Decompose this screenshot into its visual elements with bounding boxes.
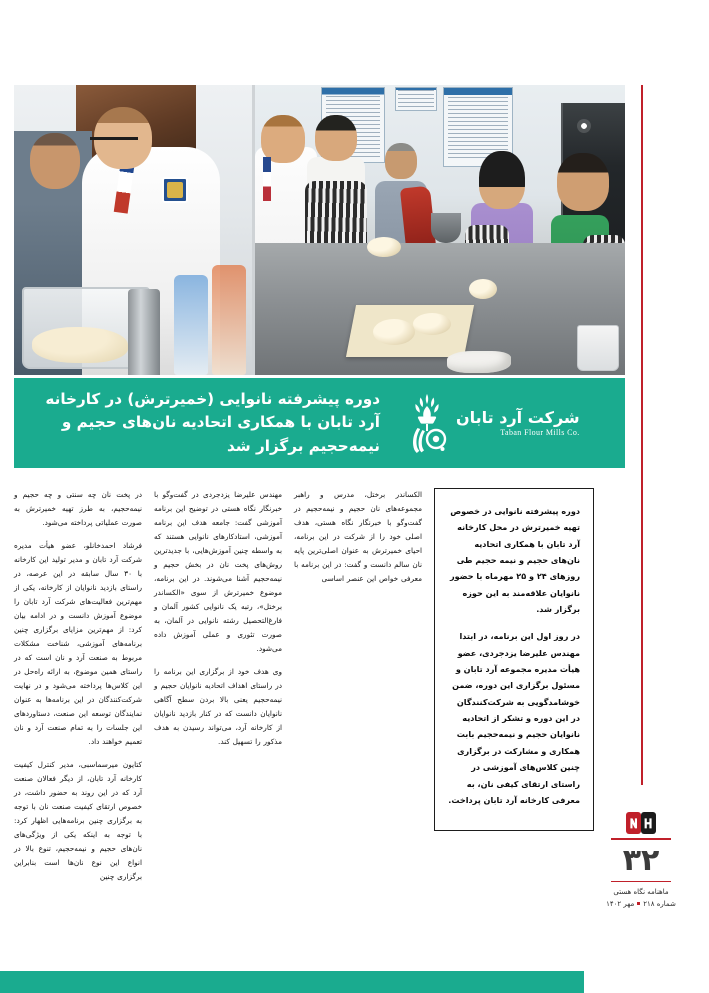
article-body: [14, 488, 625, 948]
separator-dot-icon: [637, 902, 640, 905]
paragraph: مهندس علیرضا یزدجردی در گفت‌وگو با خبرنگار نگاه هستی در توضیح این برنامه آموزشی گفت: جامعه هدف این برنامه آموزشی، استادکارهای نانوایی هستند که به واسطه چنین آموزش‌هایی، با جدیدترین روش‌های پخت نان در بخش حجیم و نیمه‌حجیم آشنا می‌شوند. در این برنامه، موضوع خمیرترش از سوی «الکساندر برختل»، رتبه یک نانوایی کشور آلمان و فارغ‌التحصیل رشته نانوایی در آلمان، به صورت تئوری و عملی آموزش داده می‌شود.: [154, 490, 282, 653]
dough-ball: [469, 279, 497, 299]
brand-name-en: Taban Flour Mills Co.: [500, 427, 580, 437]
bottle-icon: [212, 265, 246, 375]
paragraph: کتایون میرسماسبی، مدیر کنترل کیفیت کارخانه آرد تابان، از دیگر فعالان صنعت آرد که در این روند به حضور داشت، در خصوص ارتقای کیفیت صنعت نان با توجه به برگزاری چنین برنامه‌هایی اظهار کرد: با توجه به اینکه یکی از ویژگی‌های نان‌های حجیم و نیمه‌حجیم، تنوع بالا در انواع این نوع نان‌ها است بنابراین برگزاری چنین: [14, 760, 142, 881]
imprint: [601, 886, 681, 911]
paragraph: فرشاد احمدخانلو، عضو هیأت مدیره شرکت آرد تابان و مدیر تولید این کارخانه با ۳۰ سال سابقه در این عرصه، در راستای بازدید نانوایان از کارخانه، یکی از مهم‌ترین فعالیت‌های شرکت آرد تابان را موضوع آموزش دانست و در ادامه بیان کرد: از مهم‌ترین مزایای برگزاری چنین برنامه‌های آموزشی، شناخت مشکلات مربوط به صنعت آرد و نان است که در راستای همین موضوع، به ارائه راه‌حل در این کلاس‌ها پرداخته می‌شود و در نهایت شرکت‌کنندگان در این برنامه‌ها به عنوان نمایندگان توسعه این صنعت، دستاوردهای این جلسات را به تمام صنعت آرد و نان تعمیم خواهند داد.: [14, 541, 143, 746]
page-rail: [601, 812, 681, 911]
bottom-green-bar: [0, 971, 584, 993]
callout-paragraph: دوره پیشرفته نانوایی در خصوص تهیه خمیرترش در محل کارخانه آرد تابان با همکاری اتحادیه نان‌های حجیم و نیمه حجیم طی روزهای ۲۴ و ۲۵ مهرماه با حضور نانوایان علاقه‌مند به این حوزه برگزار شد.: [450, 506, 580, 615]
person-head: [30, 133, 80, 189]
headline-line-3: نیمه‌حجیم برگزار شد: [227, 436, 380, 455]
rail-divider: [611, 881, 671, 883]
page-number: ۳۲: [622, 842, 660, 878]
article-title-banner: [14, 378, 625, 468]
imprint-issue: شماره ۲۱۸: [643, 900, 676, 909]
rail-divider: [611, 838, 671, 840]
page-title: [14, 382, 396, 463]
bakery-classroom-photo: [255, 85, 625, 375]
pitcher-icon: [577, 325, 619, 371]
imprint-date: مهر ۱۴۰۲: [606, 900, 635, 909]
brand-lockup: [396, 392, 625, 454]
brand-name-fa: شرکت آرد تابان: [456, 407, 580, 427]
cloth-towel: [447, 351, 511, 373]
chef-badge-icon: [162, 177, 188, 203]
dough-ball: [373, 319, 415, 345]
column-middle: [154, 488, 282, 948]
column-right: [14, 488, 142, 948]
dough-ball: [413, 313, 451, 335]
photo-band: [14, 85, 625, 375]
paragraph: وی هدف خود از برگزاری این برنامه را در راستای اهداف اتحادیه نانوایان حجیم و نیمه‌حجیم یعنی بالا بردن سطح آگاهی نانوایان دانست که در کنار بازدید نانوایان از کارخانه آرد، می‌تواند رسیدن به هدف مذکور را تسهیل کند.: [154, 667, 282, 746]
rail-vertical-rule: [641, 85, 643, 785]
mixing-bowl-icon: [431, 213, 461, 243]
metal-canister: [128, 289, 160, 375]
negah-hasti-logo-icon: [626, 812, 656, 834]
pull-quote-box: [434, 488, 594, 831]
paragraph: در پخت نان چه سنتی و چه حجیم و نیمه‌حجیم، به طرز تهیه خمیرترش به صورت عملیاتی پرداخته می‌شود.: [14, 490, 142, 527]
imprint-issue-date: [601, 898, 681, 910]
bottle-icon: [174, 275, 208, 375]
callout-paragraph: در روز اول این برنامه، در ابتدا مهندس علیرضا یزدجردی، عضو هیأت مدیره مجموعه آرد تابان و مسئول برگزاری این دوره، ضمن خوشامدگویی به شرکت‌کنندگان در این دوره و تشکر از اتحادیه نانوایان حجیم و نیمه‌حجیم بابت همکاری و مشارکت در برگزاری چنین کلاس‌های آموزشی در راستای ارتقای کیفی نان، به معرفی کارخانه آرد تابان پرداخت.: [448, 631, 580, 805]
brand-wordmark: [456, 407, 580, 437]
chef-kneading-photo: [14, 85, 252, 375]
column-left: [294, 488, 422, 948]
imprint-title: ماهنامه نگاه هستی: [613, 888, 669, 897]
headline-line-1: دوره پیشرفته نانوایی (خمیرترش) در کارخانه: [45, 390, 380, 409]
paragraph: الکساندر برختل، مدرس و راهبر مجموعه‌های نان حجیم و نیمه‌حجیم در گفت‌وگو با خبرنگار نگاه هستی، هدف اصلی خود را از شرکت در این برنامه، احیای خمیرترش به عنوان اصلی‌ترین پایه نان سالم دانست و گفت: در این برنامه با معرفی خواص این عنصر اساسی: [294, 490, 422, 583]
dough-ball: [367, 237, 401, 257]
wheat-sheaf-logo-icon: [406, 392, 448, 454]
eyeglasses-icon: [90, 137, 138, 150]
headline-line-2: آرد تابان با همکاری اتحادیه نان‌های حجیم و: [61, 413, 380, 432]
